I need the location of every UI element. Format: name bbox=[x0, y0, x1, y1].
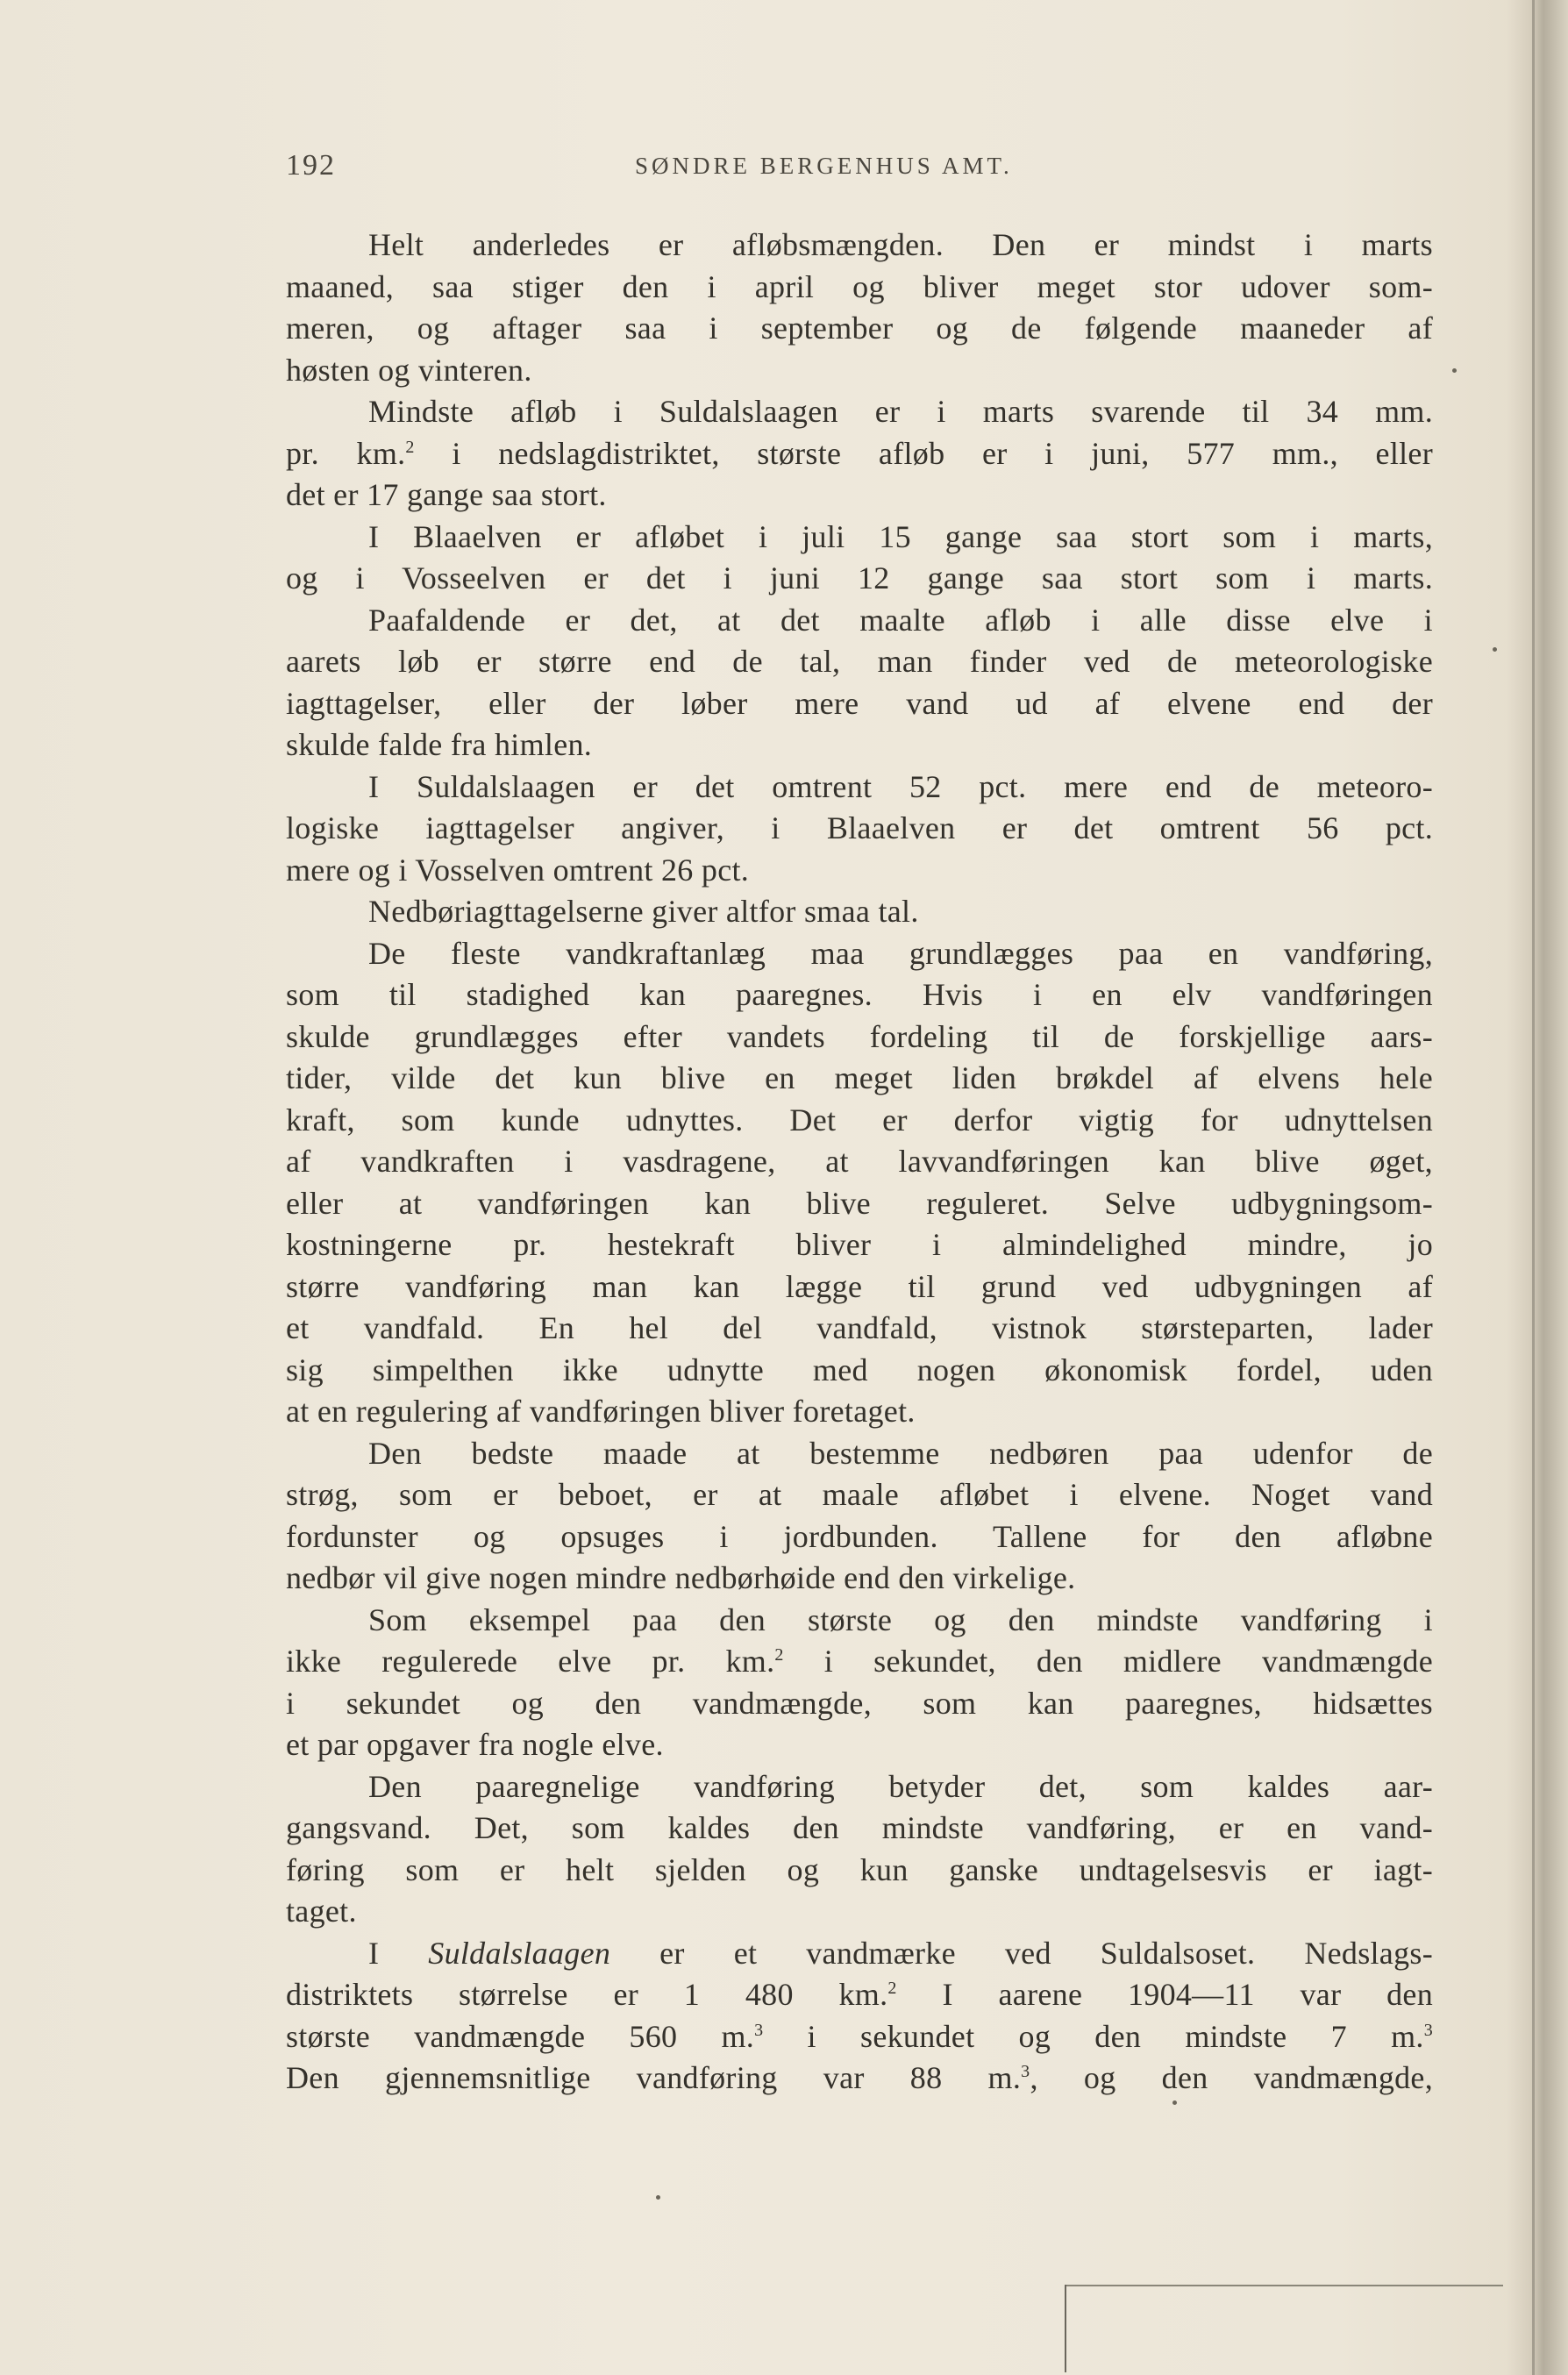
binding-line bbox=[1532, 0, 1535, 2375]
text-line: I Blaaelven er afløbet i juli 15 gange saa stort som i marts, bbox=[368, 518, 1433, 554]
text-fragment: største vandmængde 560 m. bbox=[286, 2018, 755, 2054]
speck-mark bbox=[1172, 2100, 1177, 2105]
text-line: eller at vandføringen kan blive reguleret. Selve udbygningsom- bbox=[286, 1185, 1433, 1221]
text-line: af vandkraften i vasdragene, at lavvandføringen kan blive øget, bbox=[286, 1144, 1433, 1179]
text-line: Den paaregnelige vandføring betyder det, som kaldes aar- bbox=[368, 1768, 1433, 1804]
superscript: 3 bbox=[1021, 2062, 1030, 2081]
text-line: logiske iagttagelser angiver, i Blaaelven er det omtrent 56 pct. bbox=[286, 810, 1433, 845]
text-fragment: pr. km. bbox=[286, 435, 406, 471]
text-line: sig simpelthen ikke udnytte med nogen økonomisk fordel, uden bbox=[286, 1352, 1433, 1387]
superscript: 2 bbox=[887, 1979, 897, 1998]
speck-mark bbox=[656, 2195, 660, 2200]
page-number: 192 bbox=[286, 149, 336, 182]
speck-mark bbox=[1493, 647, 1497, 652]
body-text bbox=[286, 225, 1433, 2100]
text-line: mere og i Vosselven omtrent 26 pct. bbox=[286, 852, 750, 888]
text-line: Mindste afløb i Suldalslaagen er i marts svarende til 34 mm. bbox=[368, 394, 1433, 429]
corner-rule-vertical bbox=[1065, 2285, 1066, 2372]
text-line: aarets løb er større end de tal, man finder ved de meteorologiske bbox=[286, 644, 1433, 679]
text-line: Den bedste maade at bestemme nedbøren paa udenfor de bbox=[368, 1435, 1433, 1471]
text-line: i sekundet og den vandmængde, som kan paaregnes, hidsættes bbox=[286, 1685, 1433, 1721]
text-line: tider, vilde det kun blive en meget liden brøkdel af elvens hele bbox=[286, 1060, 1433, 1095]
text-line: kraft, som kunde udnyttes. Det er derfor vigtig for udnyttelsen bbox=[286, 1102, 1433, 1138]
text-line: større vandføring man kan lægge til grund ved udbygningen af bbox=[286, 1268, 1433, 1304]
running-head: SØNDRE BERGENHUS AMT. bbox=[635, 153, 1013, 179]
text-line: det er 17 gange saa stort. bbox=[286, 477, 607, 512]
text-fragment: distriktets størrelse er 1 480 km. bbox=[286, 1977, 888, 2012]
text-fragment: i sekundet og den mindste 7 m. bbox=[763, 2018, 1424, 2054]
text-fragment: er et vandmærke ved Suldalsoset. Nedslags- bbox=[610, 1935, 1433, 1971]
italic-place-name: Suldalslaagen bbox=[428, 1935, 611, 1971]
text-fragment: Den gjennemsnitlige vandføring var 88 m. bbox=[286, 2060, 1022, 2095]
text-line: et par opgaver fra nogle elve. bbox=[286, 1727, 664, 1762]
text-line: skulde falde fra himlen. bbox=[286, 727, 593, 762]
page-header bbox=[286, 149, 1426, 193]
text-line: gangsvand. Det, som kaldes den mindste vandføring, er en vand- bbox=[286, 1810, 1433, 1845]
text-line bbox=[286, 1641, 1433, 1683]
text-line: De fleste vandkraftanlæg maa grundlægges paa en vandføring, bbox=[368, 935, 1433, 971]
text-line: et vandfald. En hel del vandfald, vistnok størsteparten, lader bbox=[286, 1310, 1433, 1345]
text-line: at en regulering af vandføringen bliver foretaget. bbox=[286, 1394, 916, 1429]
text-line: nedbør vil give nogen mindre nedbørhøide end den virkelige. bbox=[286, 1560, 1076, 1595]
text-line: føring som er helt sjelden og kun ganske undtagelsesvis er iagt- bbox=[286, 1851, 1433, 1887]
text-line: Helt anderledes er afløbsmængden. Den er mindst i marts bbox=[368, 227, 1433, 262]
text-line: strøg, som er beboet, er at maale afløbet i elvene. Noget vand bbox=[286, 1477, 1433, 1512]
speck-mark bbox=[1452, 368, 1457, 373]
text-line: skulde grundlægges efter vandets fordeling til de forskjellige aars- bbox=[286, 1018, 1433, 1054]
text-line: som til stadighed kan paaregnes. Hvis i en elv vandføringen bbox=[286, 977, 1433, 1012]
text-fragment: i sekundet, den midlere vandmængde bbox=[783, 1644, 1433, 1679]
text-fragment: i nedslagdistriktet, største afløb er i juni, 577 mm., eller bbox=[414, 435, 1433, 471]
text-line: Paafaldende er det, at det maalte afløb i alle disse elve i bbox=[368, 602, 1433, 638]
text-line bbox=[286, 1974, 1433, 2016]
text-line: I Suldalslaagen er det omtrent 52 pct. mere end de meteoro- bbox=[368, 768, 1433, 804]
text-fragment: I bbox=[368, 1935, 429, 1971]
text-fragment: , og den vandmængde, bbox=[1030, 2060, 1433, 2095]
text-line bbox=[286, 2058, 1433, 2100]
superscript: 3 bbox=[1423, 2020, 1433, 2040]
text-line: meren, og aftager saa i september og de følgende maaneder af bbox=[286, 310, 1433, 346]
text-line: kostningerne pr. hestekraft bliver i almindelighed mindre, jo bbox=[286, 1227, 1433, 1262]
text-line: og i Vosseelven er det i juni 12 gange saa stort som i marts. bbox=[286, 560, 1433, 596]
corner-rule-horizontal bbox=[1065, 2285, 1503, 2286]
superscript: 2 bbox=[405, 437, 415, 457]
text-line: høsten og vinteren. bbox=[286, 352, 532, 388]
text-line bbox=[286, 1933, 1433, 1975]
text-line: Som eksempel paa den største og den mindste vandføring i bbox=[368, 1601, 1433, 1637]
text-line: fordunster og opsuges i jordbunden. Tallene for den afløbne bbox=[286, 1518, 1433, 1554]
text-line: iagttagelser, eller der løber mere vand ud af elvene end der bbox=[286, 685, 1433, 721]
text-line: maaned, saa stiger den i april og bliver meget stor udover som- bbox=[286, 268, 1433, 304]
text-line: taget. bbox=[286, 1894, 357, 1929]
binding-shadow bbox=[1507, 0, 1568, 2375]
text-line bbox=[286, 2016, 1433, 2058]
superscript: 2 bbox=[774, 1645, 784, 1665]
text-fragment: I aarene 1904—11 var den bbox=[896, 1977, 1433, 2012]
text-line bbox=[286, 433, 1433, 475]
text-fragment: ikke regulerede elve pr. km. bbox=[286, 1644, 775, 1679]
text-line: Nedbøriagttagelserne giver altfor smaa tal. bbox=[368, 894, 919, 929]
superscript: 3 bbox=[754, 2020, 764, 2040]
